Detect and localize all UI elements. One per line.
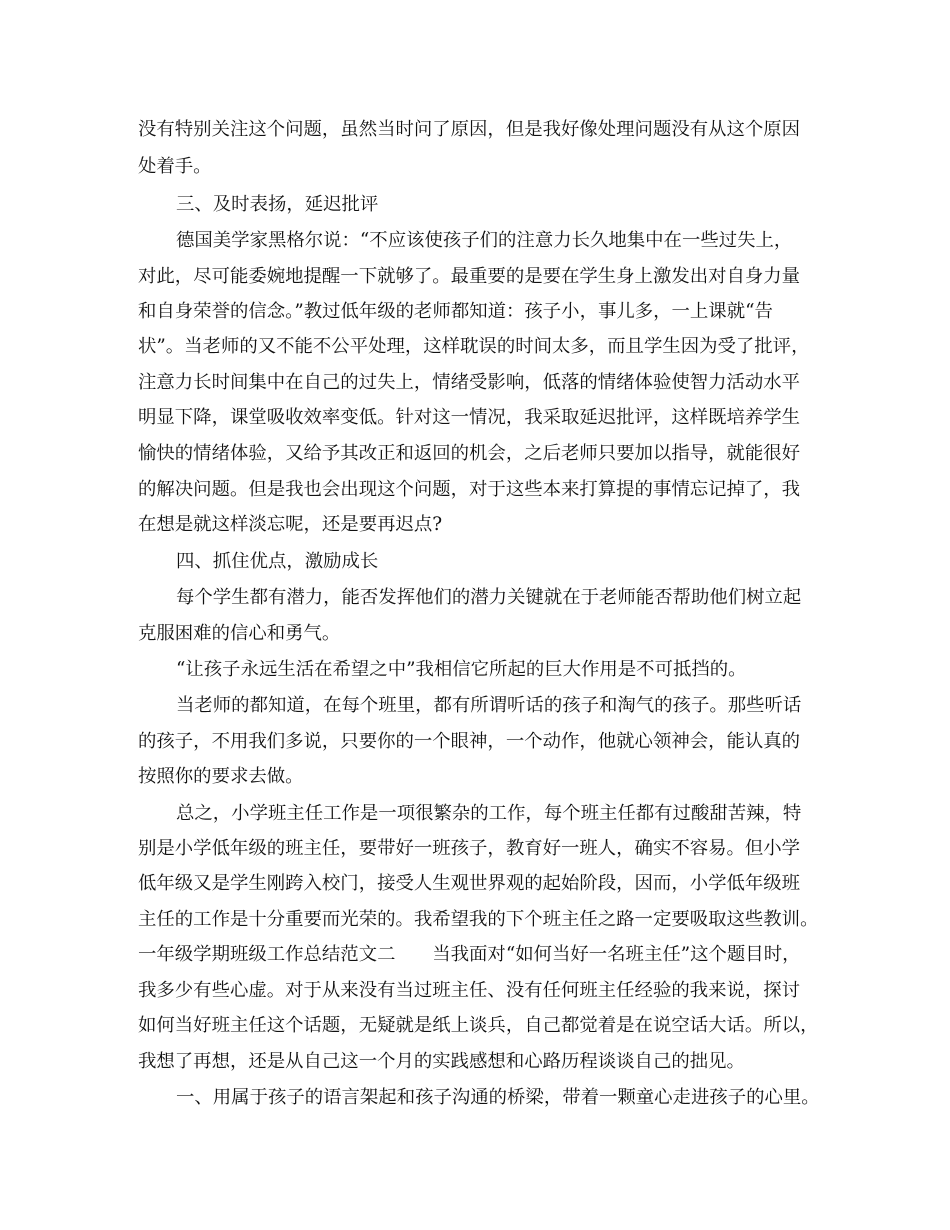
- text-line: “让孩子永远生活在希望之中”我相信它所起的巨大作用是不可抵挡的。: [176, 659, 747, 680]
- text-line: 对此，尽可能委婉地提醒一下就够了。最重要的是要在学生身上激发出对自身力量: [138, 266, 801, 287]
- section-heading: 四、抓住优点，激励成长: [176, 551, 379, 572]
- text-line: 总之，小学班主任工作是一项很繁杂的工作，每个班主任都有过酸甜苦辣，特: [176, 803, 802, 824]
- text-line: 别是小学低年级的班主任，要带好一班孩子，教育好一班人，确实不容易。但小学: [138, 838, 801, 859]
- text-line: 没有特别关注这个问题，虽然当时问了原因，但是我好像处理问题没有从这个原因: [138, 119, 801, 140]
- section-heading: 一、用属于孩子的语言架起和孩子沟通的桥梁，带着一颗童心走进孩子的心里。: [176, 1087, 820, 1108]
- text-line: 和自身荣誉的信念。”教过低年级的老师都知道：孩子小，事儿多，一上课就“告: [138, 301, 773, 322]
- text-line: 我多少有些心虚。对于从来没有当过班主任、没有任何班主任经验的我来说，探讨: [138, 980, 801, 1001]
- text-line: 如何当好班主任这个话题，无疑就是纸上谈兵，自己都觉着是在说空话大话。所以，: [138, 1015, 819, 1036]
- text-line: 明显下降，课堂吸收效率变低。针对这一情况，我采取延迟批评，这样既培养学生: [138, 407, 801, 428]
- text-line: 按照你的要求去做。: [138, 766, 304, 787]
- text-line: 低年级又是学生刚跨入校门，接受人生观世界观的起始阶段，因而，小学低年级班: [138, 873, 801, 894]
- text-line: 的解决问题。但是我也会出现这个问题，对于这些本来打算提的事情忘记掉了，我: [138, 479, 801, 500]
- text-line: 注意力长时间集中在自己的过失上，情绪受影响，低落的情绪体验使智力活动水平: [138, 372, 801, 393]
- section-heading: 三、及时表扬，延迟批评: [176, 194, 379, 215]
- text-line: 克服困难的信心和勇气。: [138, 623, 341, 644]
- text-line: 在想是就这样淡忘呢，还是要再迟点?: [138, 514, 443, 535]
- text-line: 我想了再想，还是从自己这一个月的实践感想和心路历程谈谈自己的拙见。: [138, 1051, 745, 1072]
- text-line: 处着手。: [138, 156, 212, 177]
- text-line: 状”。当老师的又不能不公平处理，这样耽误的时间太多，而且学生因为受了批评，: [138, 336, 810, 357]
- text-line: 当老师的都知道，在每个班里，都有所谓听话的孩子和淘气的孩子。那些听话: [176, 695, 802, 716]
- text-line: 的孩子，不用我们多说，只要你的一个眼神，一个动作，他就心领神会，能认真的: [138, 731, 801, 752]
- text-line: 一年级学期班级工作总结范文二 当我面对“如何当好一名班主任”这个题目时，: [138, 944, 801, 965]
- text-line: 德国美学家黑格尔说：“不应该使孩子们的注意力长久地集中在一些过失上，: [176, 230, 793, 251]
- text-line: 愉快的情绪体验，又给予其改正和返回的机会，之后老师只要加以指导，就能很好: [138, 443, 801, 464]
- text-line: 每个学生都有潜力，能否发挥他们的潜力关键就在于老师能否帮助他们树立起: [176, 587, 802, 608]
- text-line: 主任的工作是十分重要而光荣的。我希望我的下个班主任之路一定要吸取这些教训。: [138, 909, 819, 930]
